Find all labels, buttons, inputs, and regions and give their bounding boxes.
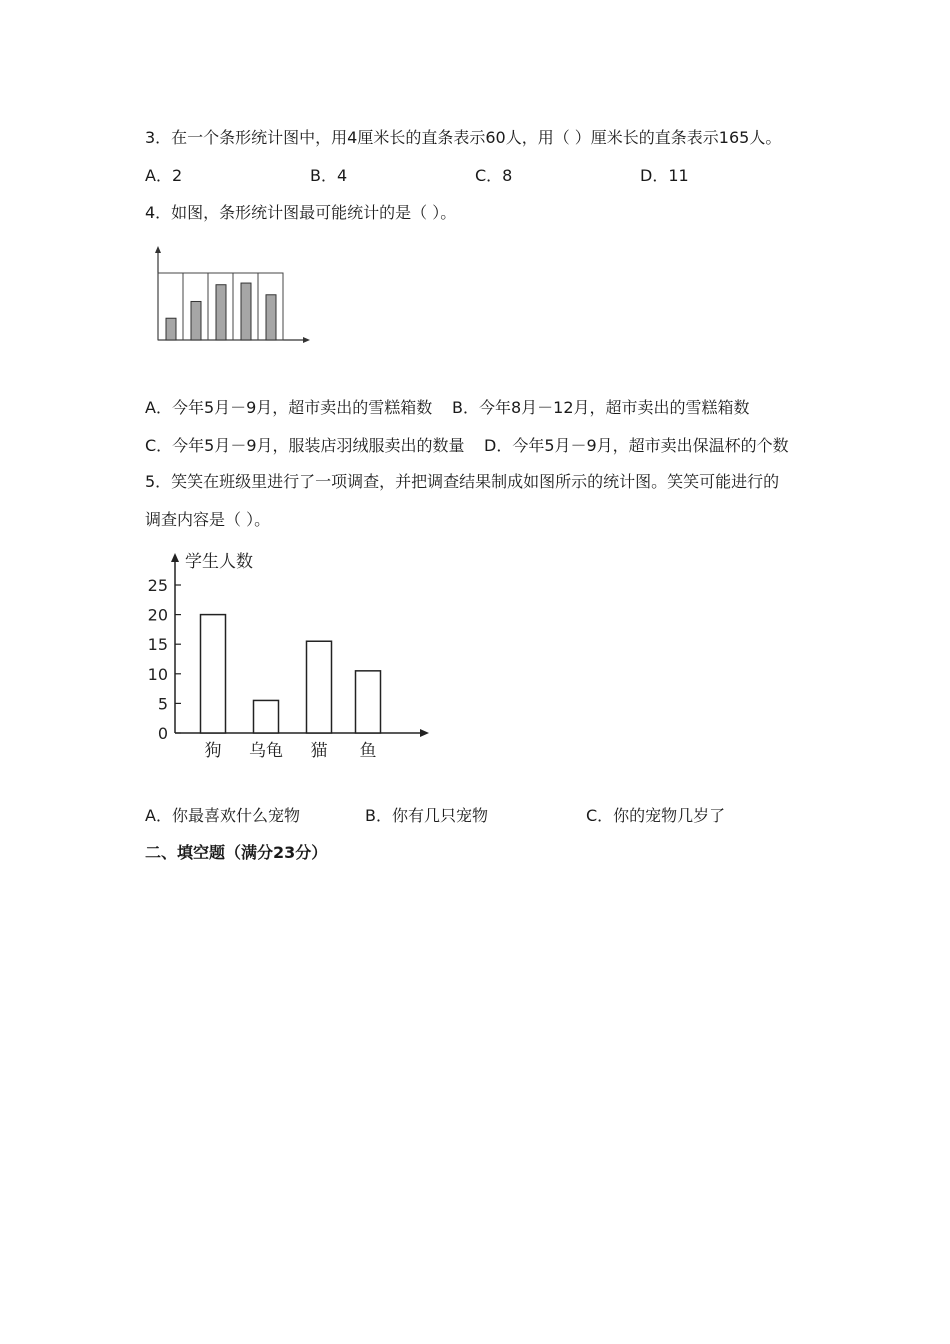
q5-y-tick-label: 25 xyxy=(147,576,168,595)
q5-stem-line1: 5．笑笑在班级里进行了一项调查，并把调查结果制成如图所示的统计图。笑笑可能进行的 xyxy=(145,472,780,491)
section-2-heading: 二、填空题（满分23分） xyxy=(145,843,328,862)
q5-x-tick-label: 狗 xyxy=(204,741,222,761)
q5-y-tick-label: 0 xyxy=(157,724,168,743)
q5-x-axis-arrow xyxy=(420,729,429,737)
q5-x-tick-label: 乌龟 xyxy=(249,741,283,761)
q5-option-a: A．你最喜欢什么宠物 xyxy=(145,806,300,825)
q4-bar xyxy=(166,318,176,340)
q5-x-tick-label: 猫 xyxy=(310,741,328,761)
q5-bar xyxy=(201,615,226,733)
q4-option-c: C．今年5月－9月，服装店羽绒服卖出的数量 xyxy=(145,436,465,455)
q5-y-tick-label: 20 xyxy=(147,605,168,625)
q5-y-axis-arrow xyxy=(171,553,179,562)
q5-bar xyxy=(254,700,279,733)
q4-bar xyxy=(191,301,201,340)
q5-x-tick-label: 鱼 xyxy=(359,741,377,761)
q5-stem-line2: 调查内容是（ ）。 xyxy=(145,510,271,529)
q3-option-c: C．8 xyxy=(475,166,513,185)
q3-option-d: D．11 xyxy=(640,166,689,185)
q4-bar xyxy=(241,283,251,340)
q5-option-b: B．你有几只宠物 xyxy=(365,806,488,825)
q4-option-a: A．今年5月－9月，超市卖出的雪糕箱数 xyxy=(145,398,433,417)
q4-bar xyxy=(266,295,276,340)
q4-bar-chart xyxy=(140,240,320,352)
q5-bar xyxy=(356,671,381,733)
q4-stem: 4．如图，条形统计图最可能统计的是（ ）。 xyxy=(145,203,457,222)
q4-option-d: D．今年5月－9月，超市卖出保温杯的个数 xyxy=(484,436,789,455)
q3-stem: 3．在一个条形统计图中，用4厘米长的直条表示60人，用（ ）厘米长的直条表示165人。 xyxy=(145,128,782,147)
q5-bar-chart xyxy=(145,545,445,770)
q3-option-b: B．4 xyxy=(310,166,348,185)
q5-y-tick-label: 5 xyxy=(157,694,168,714)
q5-y-tick-label: 15 xyxy=(147,635,168,655)
q4-x-axis-arrow xyxy=(303,337,310,343)
q5-bar xyxy=(307,641,332,733)
q4-bar xyxy=(216,285,226,340)
q5-option-c: C．你的宠物几岁了 xyxy=(586,806,726,825)
q3-option-a: A．2 xyxy=(145,166,183,185)
q5-y-tick-label: 10 xyxy=(147,664,168,684)
q5-y-axis-label: 学生人数 xyxy=(185,552,253,572)
q4-y-axis-arrow xyxy=(155,246,161,253)
q4-option-b: B．今年8月－12月，超市卖出的雪糕箱数 xyxy=(452,398,750,417)
